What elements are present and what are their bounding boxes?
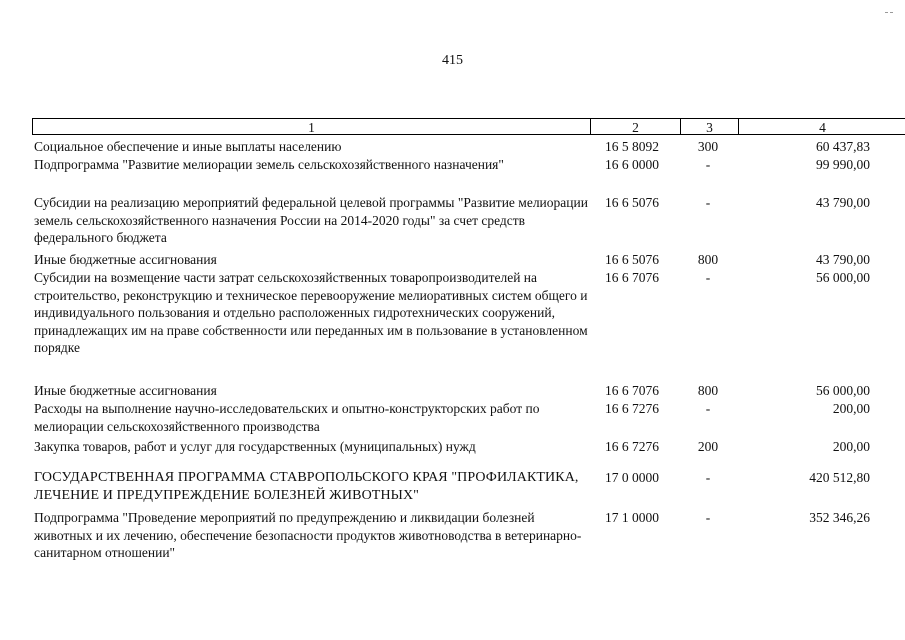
- row-name: Подпрограмма "Проведение мероприятий по предупреждению и ликвидации болезней животных и их лечению, обеспечение безопасности продуктов животноводства в ветеринарно-санитарном отношении": [34, 510, 582, 560]
- row-code: 16 6 7076: [605, 270, 659, 285]
- row-code: 16 6 7276: [605, 401, 659, 416]
- row-code: 16 6 0000: [605, 157, 659, 172]
- header-col-4: 4: [738, 118, 905, 135]
- row-type: 800: [697, 252, 719, 267]
- row-code: 16 6 5076: [605, 195, 659, 210]
- row-amount: 200,00: [832, 401, 870, 416]
- row-type: -: [705, 510, 711, 525]
- header-col-1: 1: [32, 118, 591, 135]
- row-amount: 43 790,00: [816, 195, 870, 210]
- row-code: 16 6 7076: [605, 383, 659, 398]
- row-name: Субсидии на реализацию мероприятий федеральной целевой программы "Развитие мелиорации земель сельскохозяйственного назначения России на 2014-2020 годы" за счет средств федерального бюджета: [34, 195, 588, 245]
- row-name: Иные бюджетные ассигнования: [34, 383, 217, 398]
- row-code: 16 6 7276: [605, 439, 659, 454]
- row-type: -: [705, 157, 711, 172]
- row-type: 800: [697, 383, 719, 398]
- row-type: 200: [697, 439, 719, 454]
- row-amount: 200,00: [832, 439, 870, 454]
- row-name: Социальное обеспечение и иные выплаты населению: [34, 139, 342, 154]
- page-number: 415: [442, 53, 463, 68]
- scan-mark: [885, 12, 893, 13]
- row-name: Закупка товаров, работ и услуг для государственных (муниципальных) нужд: [34, 439, 476, 454]
- row-amount: 99 990,00: [816, 157, 870, 172]
- header-col-3: 3: [680, 118, 739, 135]
- row-amount: 420 512,80: [809, 470, 870, 485]
- row-type: -: [705, 470, 711, 485]
- row-type: 300: [697, 139, 719, 154]
- row-amount: 56 000,00: [816, 270, 870, 285]
- row-type: -: [705, 195, 711, 210]
- row-type: -: [705, 270, 711, 285]
- row-amount: 56 000,00: [816, 383, 870, 398]
- header-col-2: 2: [590, 118, 681, 135]
- row-code: 17 0 0000: [605, 470, 659, 485]
- row-code: 16 5 8092: [605, 139, 659, 154]
- row-type: -: [705, 401, 711, 416]
- row-amount: 352 346,26: [809, 510, 870, 525]
- row-name: Расходы на выполнение научно-исследовательских и опытно-конструкторских работ по мелиорации сельскохозяйственного производства: [34, 401, 540, 434]
- row-name: Иные бюджетные ассигнования: [34, 252, 217, 267]
- row-code: 17 1 0000: [605, 510, 659, 525]
- row-name: Подпрограмма "Развитие мелиорации земель сельскохозяйственного назначения": [34, 157, 504, 172]
- row-amount: 43 790,00: [816, 252, 870, 267]
- row-name: Субсидии на возмещение части затрат сельскохозяйственных товаропроизводителей на строительство, реконструкцию и техническое перевооружение мелиоративных систем общего и индивидуального пользования и отдельно расположенных гидротехнических сооружений, принадлежащих им на праве собственности или переданных им в пользование в установленном порядке: [34, 270, 588, 355]
- row-code: 16 6 5076: [605, 252, 659, 267]
- row-amount: 60 437,83: [816, 139, 870, 154]
- row-name: ГОСУДАРСТВЕННАЯ ПРОГРАММА СТАВРОПОЛЬСКОГО КРАЯ "ПРОФИЛАКТИКА, ЛЕЧЕНИЕ И ПРЕДУПРЕЖДЕНИЕ БОЛЕЗНЕЙ ЖИВОТНЫХ": [34, 470, 579, 503]
